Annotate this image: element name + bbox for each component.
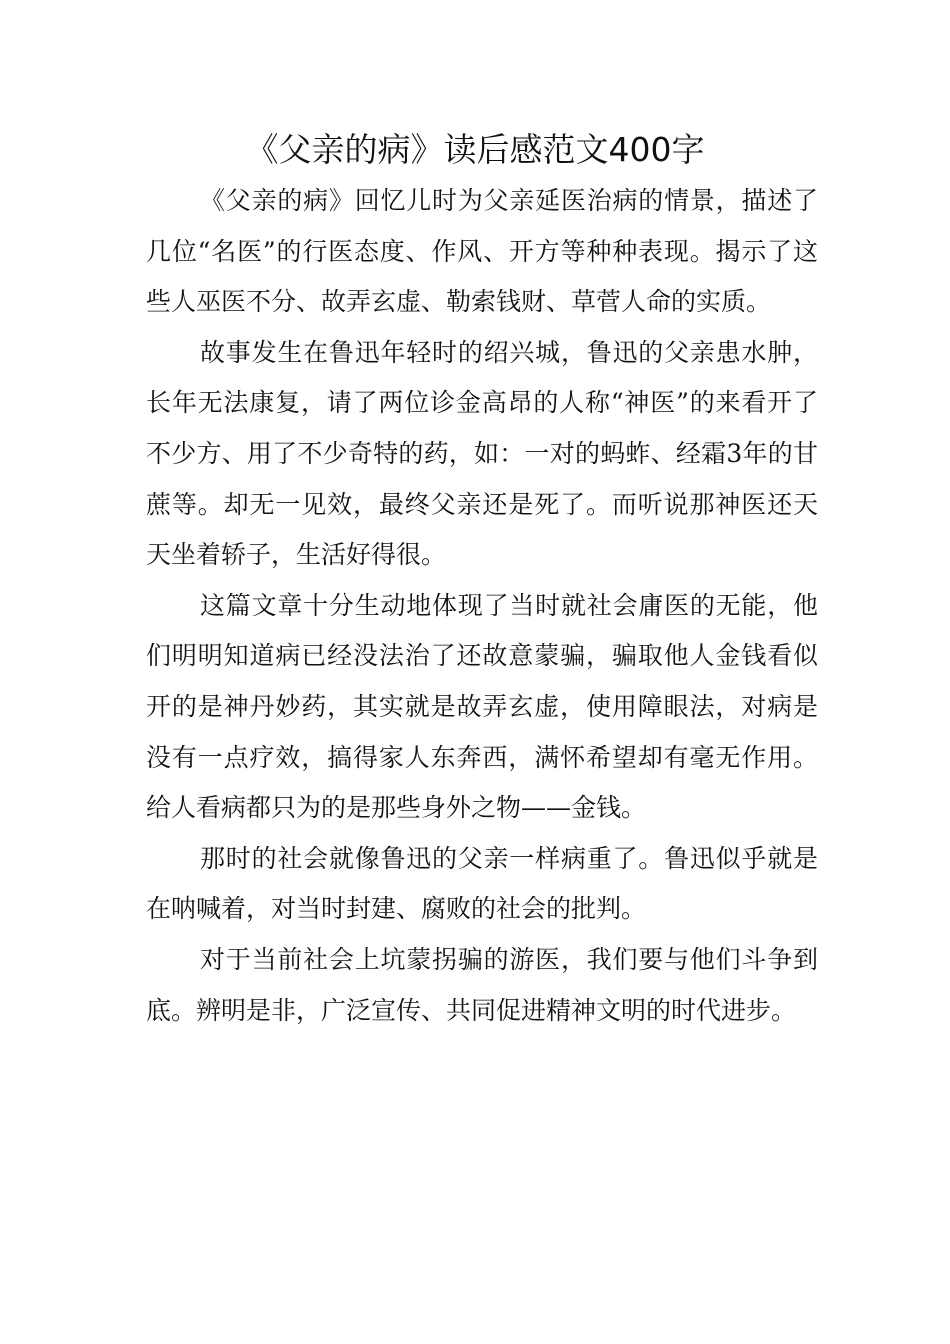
paragraph-5: 对于当前社会上坑蒙拐骗的游医，我们要与他们斗争到底。辨明是非，广泛宣传、共同促进精神文明的时代进步。 bbox=[146, 944, 818, 1025]
document-title: 《父亲的病》读后感范文400字 bbox=[245, 130, 705, 169]
paragraph-2: 故事发生在鲁迅年轻时的绍兴城，鲁迅的父亲患水肿，长年无法康复，请了两位诊金高昂的人称“神医”的来看开了不少方、用了不少奇特的药，如：一对的蚂蚱、经霜3年的甘蔗等。却无一见效，最终父亲还是死了。而听说那神医还天天坐着轿子，生活好得很。 bbox=[146, 337, 818, 570]
paragraph-3: 这篇文章十分生动地体现了当时就社会庸医的无能，他们明明知道病已经没法治了还故意蒙骗，骗取他人金钱看似开的是神丹妙药，其实就是故弄玄虚，使用障眼法，对病是没有一点疗效，搞得家人东奔西，满怀希望却有毫无作用。给人看病都只为的是那些身外之物——金钱。 bbox=[146, 590, 818, 823]
paragraph-1: 《父亲的病》回忆儿时为父亲延医治病的情景，描述了几位“名医”的行医态度、作风、开方等种种表现。揭示了这些人巫医不分、故弄玄虚、勒索钱财、草菅人命的实质。 bbox=[146, 186, 818, 317]
document-body bbox=[146, 176, 818, 1036]
paragraph-4: 那时的社会就像鲁迅的父亲一样病重了。鲁迅似乎就是在呐喊着，对当时封建、腐败的社会的批判。 bbox=[146, 843, 818, 924]
